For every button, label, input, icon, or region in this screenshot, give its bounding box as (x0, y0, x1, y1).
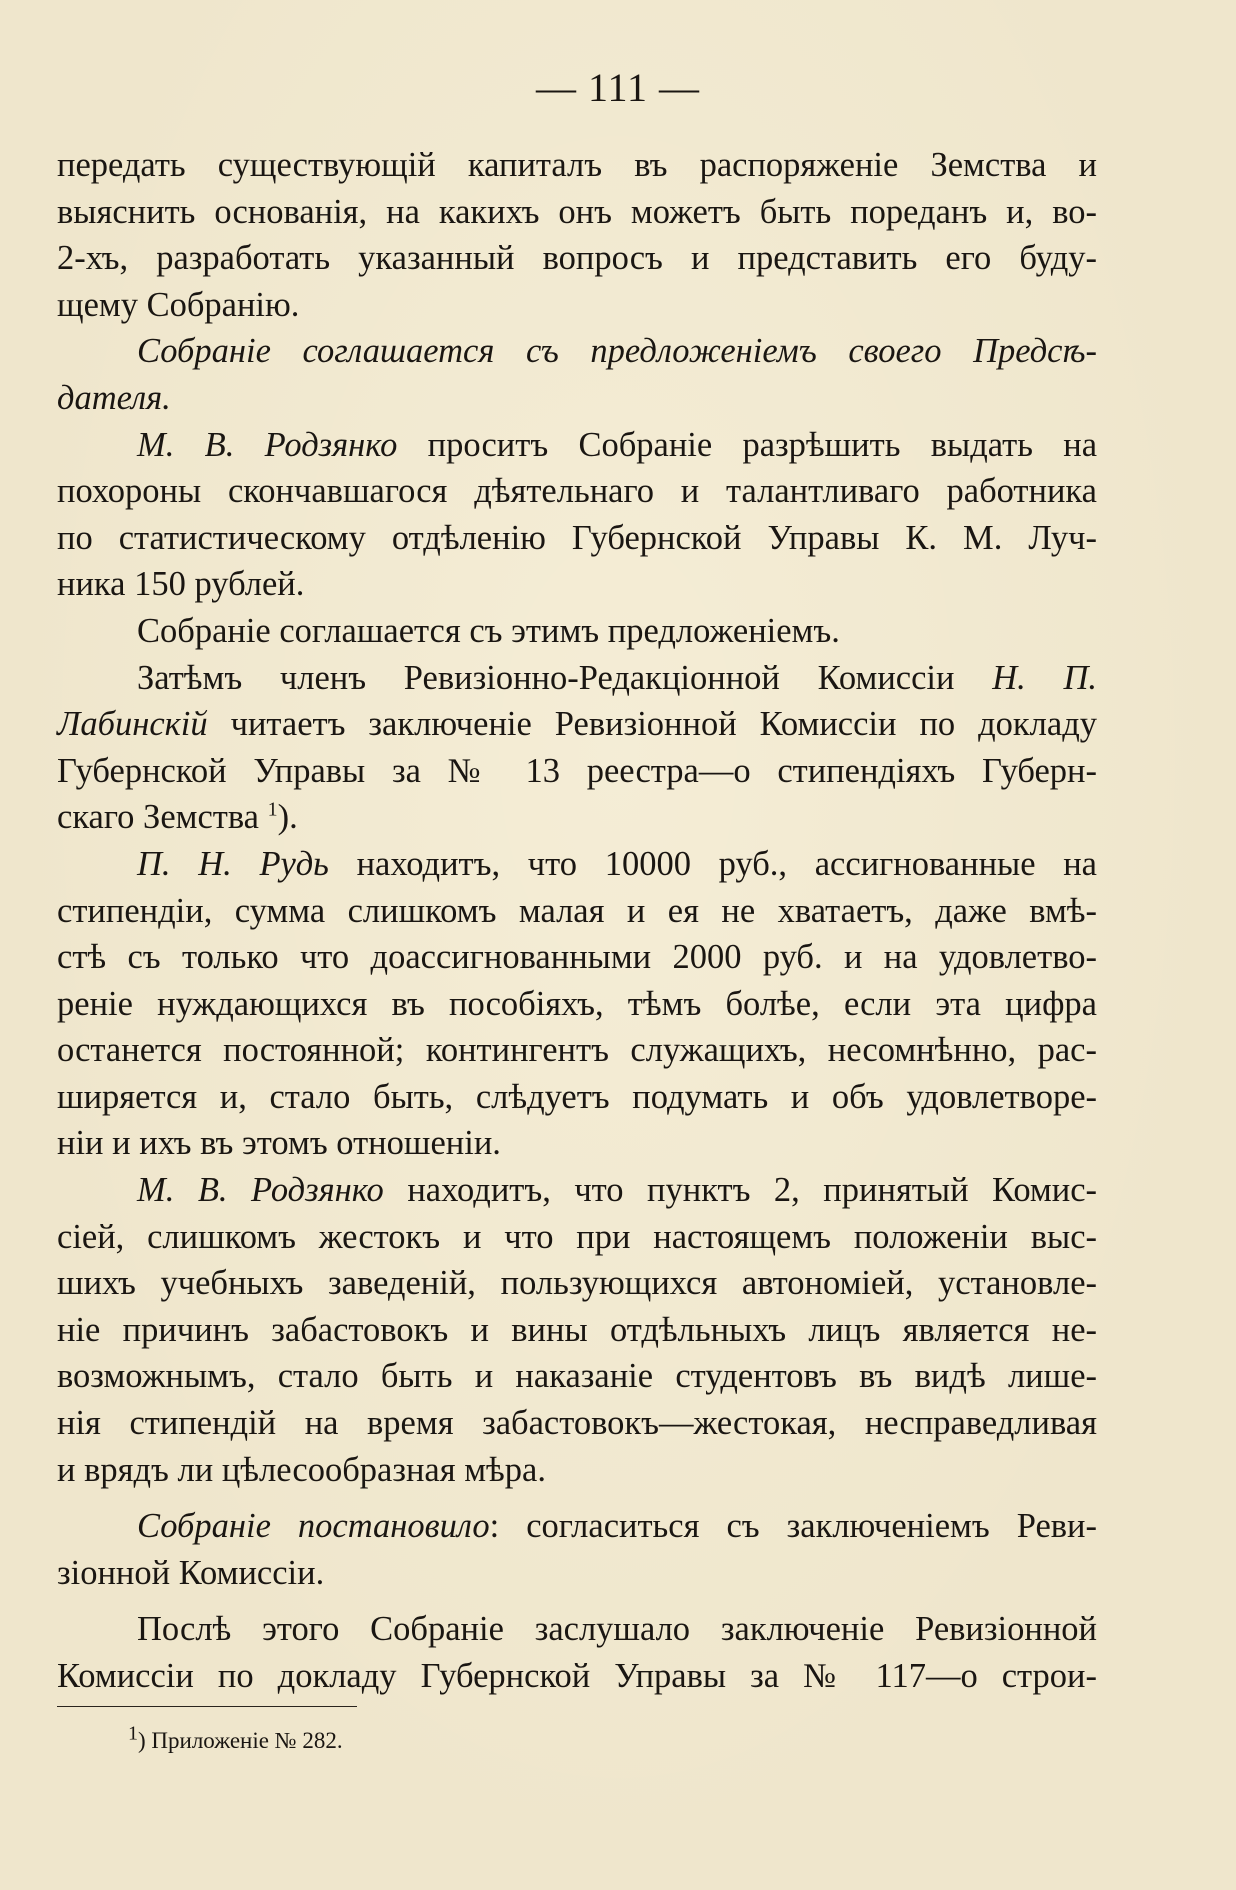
text-line: шихъ учебныхъ заведеній, пользующихся автономіей, установле- (57, 1264, 1097, 1303)
text-line: возможнымъ, стало быть и наказаніе студентовъ въ видѣ лише- (57, 1357, 1097, 1396)
text-line: стипендіи, сумма слишкомъ малая и ея не хватаетъ, даже вмѣ- (57, 891, 1097, 930)
paragraph-line (57, 1503, 1097, 1550)
text-line: похороны скончавшагося дѣятельнаго и талантливаго работника (57, 472, 1097, 511)
text-line: стѣ съ только что доассигнованными 2000 руб. и на удовлетво- (57, 938, 1097, 977)
speaker-name: Н. П. (992, 658, 1097, 697)
speaker-name: М. В. Родзянко (137, 425, 398, 464)
text-line: останется постоянной; контингентъ служащихъ, несомнѣнно, рас- (57, 1031, 1097, 1070)
footnote (128, 1722, 343, 1754)
text-fragment: находитъ, что пунктъ 2, принятый Комис- (407, 1171, 1098, 1210)
paragraph-line (57, 1167, 1097, 1214)
text-line: по статистическому отдѣленію Губернской Управы К. М. Луч- (57, 518, 1097, 557)
text-line: Послѣ этого Собраніе заслушало заключеніе Ревизіонной (137, 1610, 1097, 1649)
text-fragment: читаетъ заключеніе Ревизіонной Комиссіи по докладу (230, 705, 1098, 744)
text-line: сіей, слишкомъ жестокъ и что при настоящемъ положеніи выс- (57, 1217, 1097, 1256)
text-fragment: находитъ, что 10000 руб., ассигнованные на (356, 844, 1097, 883)
text-line: Губернской Управы за № 13 реестра—о стипендіяхъ Губерн- (57, 751, 1097, 790)
text-line: нія стипендій на время забастовокъ—жестокая, несправедливая (57, 1404, 1097, 1443)
body-text (57, 142, 1097, 1700)
text-line: 2-хъ, разработать указанный вопросъ и представить его буду- (57, 239, 1097, 278)
paragraph-line (57, 655, 1097, 702)
text-line: Собраніе соглашается съ этимъ предложеніемъ. (137, 611, 840, 650)
text-fragment: проситъ Собраніе разрѣшить выдать на (427, 425, 1098, 464)
speaker-name: Лабинскій (57, 705, 208, 744)
resolution-line: дателя. (57, 378, 171, 417)
text-line: ніи и ихъ въ этомъ отношеніи. (57, 1124, 501, 1163)
text-line: щему Собранію. (57, 285, 300, 324)
page-number: — 111 — (535, 65, 701, 110)
footnote-text: ) Приложеніе № 282. (138, 1728, 343, 1753)
text-line: ширяется и, стало быть, слѣдуетъ подумать и объ удовлетворе- (57, 1077, 1097, 1116)
paragraph-line (57, 794, 1097, 841)
text-fragment: Затѣмъ членъ Ревизіонно-Редакціонной Комиссіи (137, 658, 955, 697)
text-line: выяснить основанія, на какихъ онъ можетъ быть пореданъ и, во- (57, 192, 1097, 231)
resolution-line: Собраніе соглашается съ предложеніемъ своего Предсѣ- (137, 332, 1097, 371)
text-line: Комиссіи по докладу Губернской Управы за № 117—о строи- (57, 1657, 1097, 1695)
paragraph-line (57, 422, 1097, 469)
paragraph-gap (57, 1596, 1097, 1606)
text-fragment: скаго Земства (57, 798, 259, 837)
text-line: зіонной Комиссіи. (57, 1553, 325, 1592)
footnote-reference: 1 (267, 798, 278, 821)
paragraph-line (57, 841, 1097, 888)
paragraph-gap (57, 1493, 1097, 1503)
resolution-label: Собраніе постановило (137, 1507, 490, 1546)
paragraph-line (57, 701, 1097, 748)
text-line: и врядъ ли цѣлесообразная мѣра. (57, 1450, 546, 1489)
text-fragment: : согласиться съ заключеніемъ Реви- (489, 1507, 1097, 1546)
speaker-name: М. В. Родзянко (137, 1171, 384, 1210)
speaker-name: П. Н. Рудь (137, 844, 329, 883)
text-fragment: ). (277, 798, 298, 837)
footnote-mark: 1 (128, 1722, 138, 1745)
text-line: ника 150 рублей. (57, 565, 305, 604)
text-line: передать существующій капиталъ въ распоряженіе Земства и (57, 146, 1097, 184)
footnote-divider (57, 1706, 357, 1707)
text-line: реніе нуждающихся въ пособіяхъ, тѣмъ болѣе, если эта цифра (57, 984, 1097, 1023)
text-line: ніе причинъ забастовокъ и вины отдѣльныхъ лицъ является не- (57, 1310, 1097, 1349)
